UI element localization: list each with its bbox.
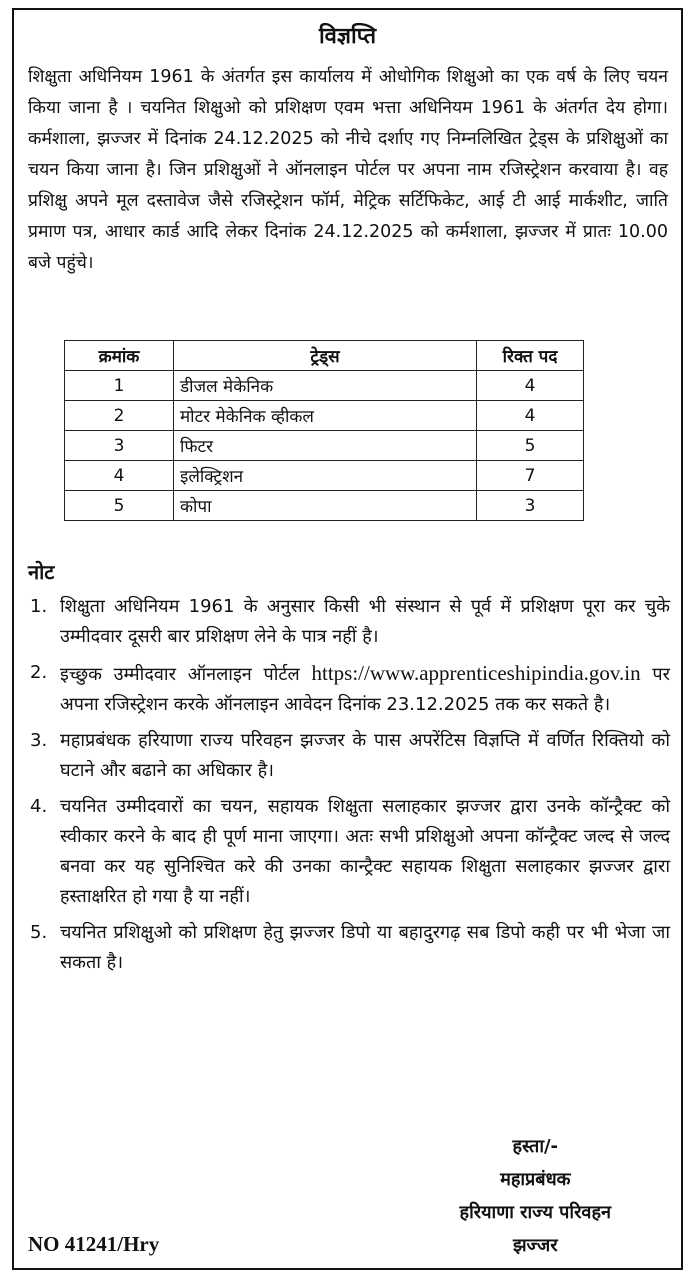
notice-intro: शिक्षुता अधिनियम 1961 के अंतर्गत इस कार्यालय में ओधोगिक शिक्षुओ का एक वर्ष के लिए चयन किया जाना है । चयनित शिक्षुओ को प्रशिक्षण एवम भत्ता अधिनियम 1961 के अंतर्गत देय होगा। कर्मशाला, झज्जर में दिनांक 24.12.2025 को नीचे दर्शाए गए निम्नलिखित ट्रेड्स के प्रशिक्षुओं का चयन किया जाना है। जिन प्रशिक्षुओं ने ऑनलाइन पोर्टल पर अपना नाम रजिस्ट्रेशन करवाया है। वह प्रशिक्षु अपने मूल दस्तावेज जैसे रजिस्ट्रेशन फॉर्म, मेट्रिक सर्टिफिकेट, आई टी आई मार्कशीट, जाति प्रमाण पत्र, आधार कार्ड आदि लेकर दिनांक 24.12.2025 को कर्मशाला, झज्जर में प्रातः 10.00 बजे पहुंचे।	[28, 67, 668, 273]
vacancy-cell: 5	[477, 431, 584, 461]
trade-cell: मोटर मेकेनिक व्हीकल	[174, 401, 477, 431]
table-row	[65, 461, 584, 491]
note-text: शिक्षुता अधिनियम 1961 के अनुसार किसी भी संस्थान से पूर्व में प्रशिक्षण पूरा कर चुके उम्मीदवार दूसरी बार प्रशिक्षण लेने के पात्र नहीं है।	[60, 596, 670, 647]
note-item	[28, 592, 670, 652]
trades-table	[64, 340, 584, 521]
vacancy-cell: 4	[477, 371, 584, 401]
table-row	[65, 401, 584, 431]
note-number: 1.	[30, 596, 48, 617]
serial-cell: 3	[65, 431, 174, 461]
signature-signed: हस्ता/-	[512, 1136, 559, 1157]
trade-cell: फिटर	[174, 431, 477, 461]
portal-url-link[interactable]: https://www.apprenticeshipindia.gov.in	[311, 661, 641, 685]
serial-cell: 2	[65, 401, 174, 431]
reference-number: NO 41241/Hry	[28, 1232, 160, 1256]
signature-organisation: हरियाणा राज्य परिवहन	[459, 1202, 611, 1223]
note-number: 4.	[30, 796, 48, 817]
table-header-row	[65, 341, 584, 371]
signature-location: झज्जर	[512, 1235, 558, 1256]
table-row	[65, 431, 584, 461]
note-number: 2.	[30, 662, 48, 683]
notice-title: विज्ञप्ति	[318, 24, 377, 49]
signature-designation: महाप्रबंधक	[500, 1169, 571, 1190]
signature-block	[460, 1130, 611, 1262]
trade-cell: इलेक्ट्रिशन	[174, 461, 477, 491]
note-text: महाप्रबंधक हरियाणा राज्य परिवहन झज्जर के पास अपरेंटिस विज्ञप्ति में वर्णित रिक्तियो को घटाने और बढाने का अधिकार है।	[60, 730, 670, 781]
notes-list	[28, 592, 670, 984]
note-item	[28, 792, 670, 912]
notice-page	[12, 8, 683, 1270]
notes-heading: नोट	[28, 560, 55, 584]
vacancy-cell: 4	[477, 401, 584, 431]
header-serial: क्रमांक	[65, 341, 174, 371]
trade-cell: कोपा	[174, 491, 477, 521]
serial-cell: 5	[65, 491, 174, 521]
note-text: इच्छुक उम्मीदवार ऑनलाइन पोर्टल	[60, 664, 300, 685]
note-number: 3.	[30, 730, 48, 751]
note-number: 5.	[30, 922, 48, 943]
serial-cell: 4	[65, 461, 174, 491]
note-text: पर अपना रजिस्ट्रेशन करके ऑनलाइन आवेदन दिनांक 23.12.2025 तक कर सकते है।	[60, 664, 670, 715]
header-trades: ट्रेड्स	[174, 341, 477, 371]
vacancy-cell: 7	[477, 461, 584, 491]
serial-cell: 1	[65, 371, 174, 401]
note-text: चयनित प्रशिक्षुओ को प्रशिक्षण हेतु झज्जर डिपो या बहादुरगढ़ सब डिपो कही पर भी भेजा जा सकता है।	[60, 922, 670, 973]
table-row	[65, 491, 584, 521]
note-item	[28, 726, 670, 786]
header-vacancies: रिक्त पद	[477, 341, 584, 371]
table-row	[65, 371, 584, 401]
vacancy-cell: 3	[477, 491, 584, 521]
trade-cell: डीजल मेकेनिक	[174, 371, 477, 401]
note-item	[28, 918, 670, 978]
note-text: चयनित उम्मीदवारों का चयन, सहायक शिक्षुता सलाहकार झज्जर द्वारा उनके कॉन्ट्रैक्ट को स्वीकार करने के बाद ही पूर्ण माना जाएगा। अतः सभी प्रशिक्षुओ अपना कॉन्ट्रैक्ट जल्द से जल्द बनवा कर यह सुनिश्चित करे की उनका कान्ट्रैक्ट सहायक शिक्षुता सलाहकार झज्जर द्वारा हस्ताक्षरित हो गया है या नहीं।	[60, 796, 670, 907]
note-item	[28, 658, 670, 720]
